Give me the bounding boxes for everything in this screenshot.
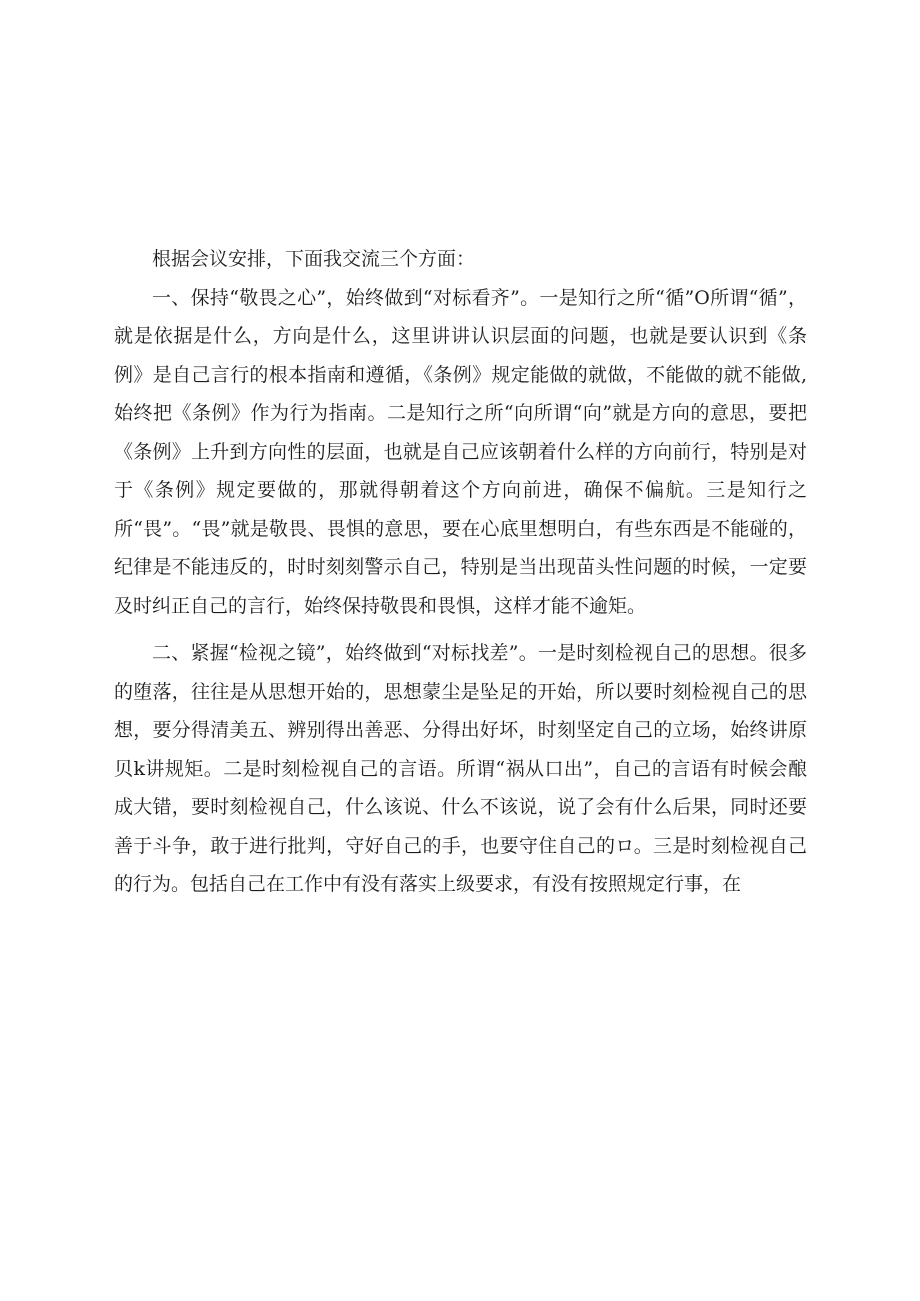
document-body <box>114 240 807 904</box>
intro-paragraph: 根据会议安排，下面我交流三个方面： <box>152 248 476 270</box>
section-two-paragraph: 二、紧握“检视之镜”，始终做到“对标找差”。一是时刻检视自己的思想。很多的堕落，往往是从思想开始的，思想蒙尘是坠足的开始，所以要时刻检视自己的思想，要分得清美五、辨别得出善恶、分得出好坏，时刻坚定自己的立场，始终讲原贝k讲规矩。二是时刻检视自己的言语。所谓“祸从口出”，自己的言语有时候会酿成大错，要时刻检视自己，什么该说、什么不该说，说了会有什么后果，同时还要善于斗争，敢于进行批判，守好自己的手，也要守住自己的ロ。三是时刻检视自己的行为。包括自己在工作中有没有落实上级要求，有没有按照规定行事，在 <box>114 642 807 895</box>
section-one-paragraph: 一、保持“敬畏之心”，始终做到“对标看齐”。一是知行之所“循”O所谓“循”，就是依据是什么，方向是什么，这里讲讲认识层面的问题，也就是要认识到《条例》是自己言行的根本指南和遵循，《条例》规定能做的就做，不能做的就不能做,始终把《条例》作为行为指南。二是知行之所“向所谓“向”就是方向的意思，要把《条例》上升到方向性的层面，也就是自己应该朝着什么样的方向前行，特别是对于《条例》规定要做的，那就得朝着这个方向前进，确保不偏航。三是知行之所“畏”。“畏”就是敬畏、畏惧的意思，要在心底里想明白，有些东西是不能碰的，纪律是不能违反的，时时刻刻警示自己，特别是当出现苗头性问题的时候，一定要及时纠正自己的言行，始终保持敬畏和畏惧，这样才能不逾矩。 <box>114 286 807 617</box>
